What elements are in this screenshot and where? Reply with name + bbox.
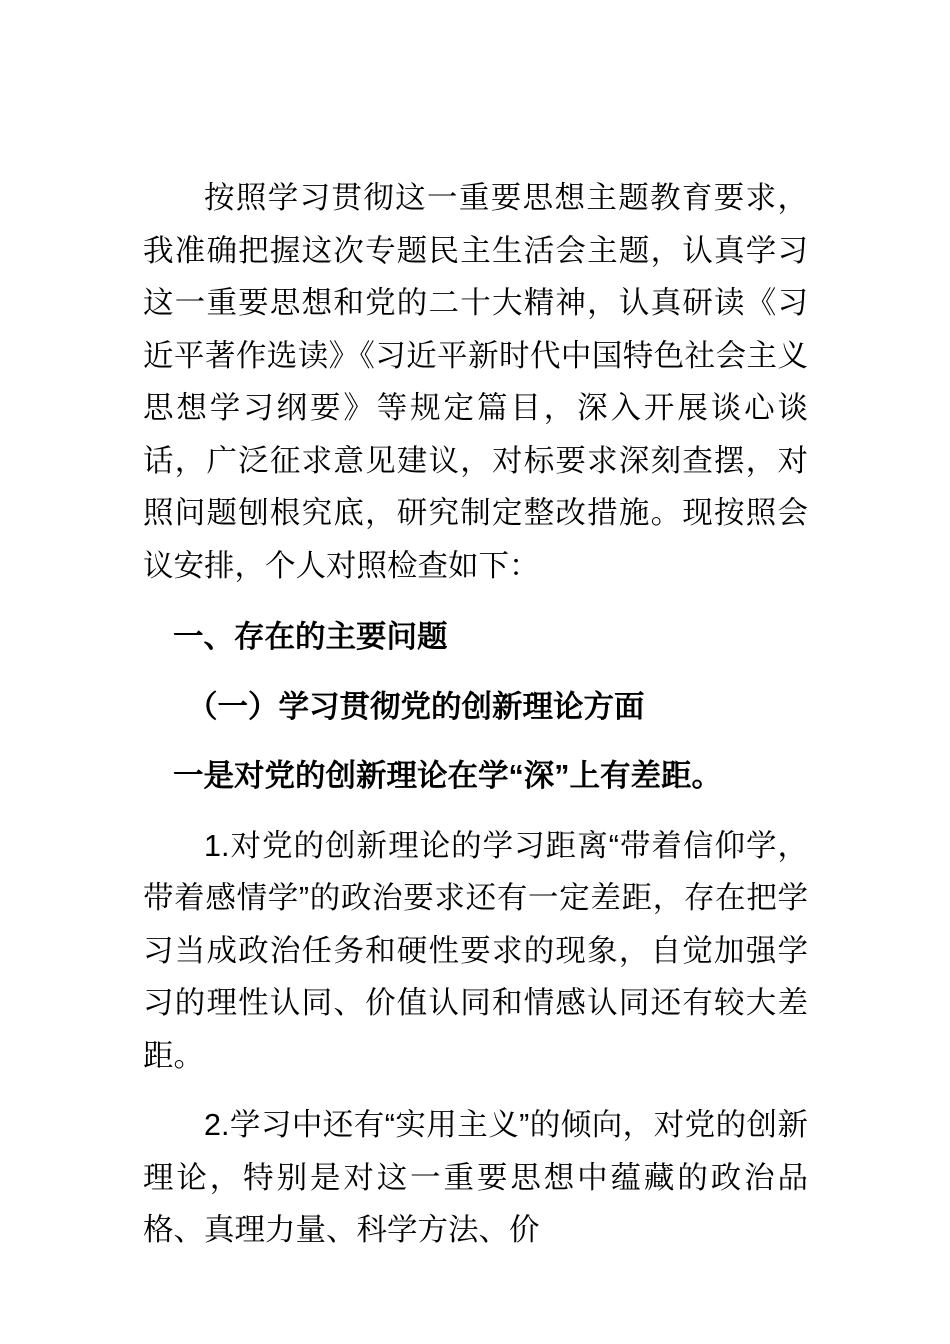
spacer-before-item-2: [143, 1082, 808, 1099]
spacer-before-subsection-heading: [143, 664, 808, 681]
page-content-column: [143, 0, 808, 1257]
spacer-before-item-1: [143, 803, 808, 820]
subsection-heading-theory-study: （一）学习贯彻党的创新理论方面: [187, 689, 645, 724]
point-heading-depth-gap: 一是对党的创新理论在学“深”上有差距。: [173, 759, 722, 793]
section-heading-existing-problems: 一、存在的主要问题: [173, 620, 448, 654]
spacer-before-section-heading: [143, 592, 808, 611]
spacer-title-body: [143, 146, 808, 172]
numbered-item-1: 1.对党的创新理论的学习距离“带着信仰学，带着感情学”的政治要求还有一定差距，存在把学习当成政治任务和硬性要求的现象，自觉加强学习的理性认同、价值认同和情感认同还有较大差距。: [143, 828, 808, 1073]
spacer-before-point-heading: [143, 733, 808, 750]
page-title: [143, 0, 808, 146]
intro-paragraph: 按照学习贯彻这一重要思想主题教育要求，我准确把握这次专题民主生活会主题，认真学习这一重要思想和党的二十大精神，认真研读《习近平著作选读》《习近平新时代中国特色社会主义思想学习纲要》等规定篇目，深入开展谈心谈话，广泛征求意见建议，对标要求深刻查摆，对照问题刨根究底，研究制定整改措施。现按照会议安排，个人对照检查如下：: [143, 181, 808, 583]
numbered-item-2: 2.学习中还有“实用主义”的倾向，对党的创新理论，特别是对这一重要思想中蕴藏的政治品格、真理力量、科学方法、价: [143, 1108, 808, 1247]
